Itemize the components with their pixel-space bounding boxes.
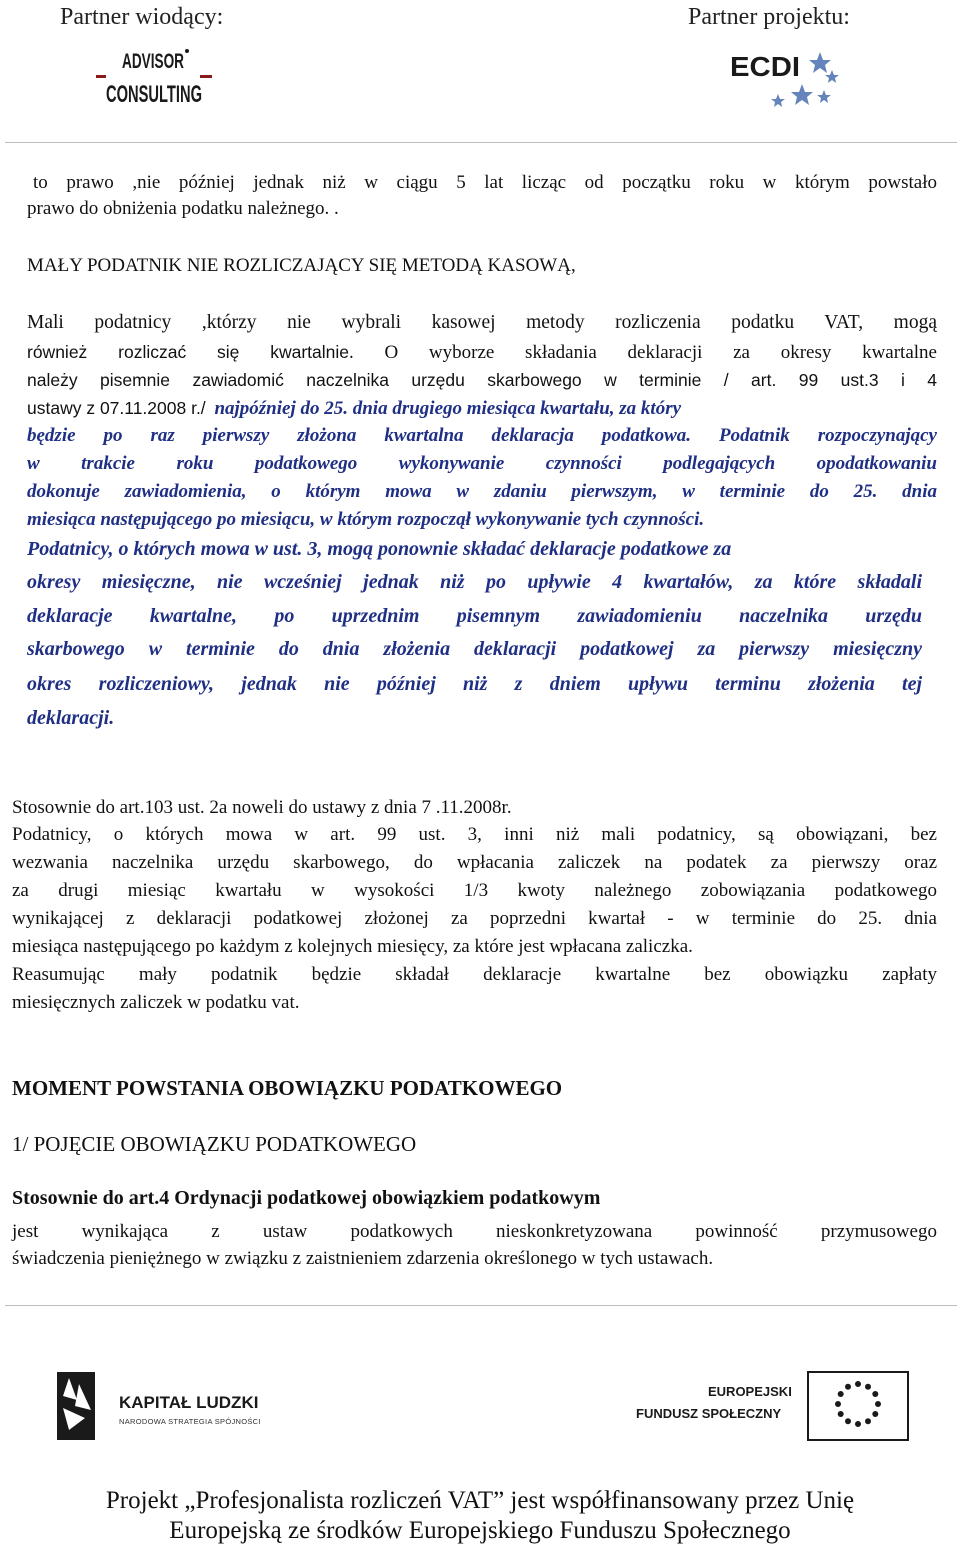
text-line: wynikającej z deklaracji podatkowej złożonej za poprzedni kwartał - w terminie do 25. dnia xyxy=(12,908,937,929)
blue-text-line: dokonuje zawiadomienia, o którym mowa w zdaniu pierwszym, w terminie do 25. dnia xyxy=(27,481,937,502)
kl-logo-title: KAPITAŁ LUDZKI xyxy=(119,1393,259,1412)
efs-logo-line2: FUNDUSZ SPOŁECZNY xyxy=(636,1406,782,1421)
kl-logo-subtitle: NARODOWA STRATEGIA SPÓJNOŚCI xyxy=(119,1417,261,1426)
section-subheading: 1/ POJĘCIE OBOWIĄZKU PODATKOWEGO xyxy=(12,1132,417,1156)
consulting-logo-text: CONSULTING xyxy=(106,81,202,108)
header-divider xyxy=(5,142,957,143)
text-line: za drugi miesiąc kwartału w wysokości 1/3 kwoty należnego zobowiązania podatkowego xyxy=(12,880,937,901)
section-title: MAŁY PODATNIK NIE ROZLICZAJĄCY SIĘ METODĄ KASOWĄ, xyxy=(27,255,576,276)
lead-partner-label: Partner wiodący: xyxy=(60,4,224,30)
blue-text-line: Podatnicy, o których mowa w ust. 3, mogą ponownie składać deklaracje podatkowe za xyxy=(27,538,732,560)
blue-text-line: deklaracji. xyxy=(27,707,115,729)
text-line: to prawo ,nie później jednak niż w ciągu 5 lat licząc od początku roku w którym powstało xyxy=(33,172,937,193)
text-span: . O wyborze składania deklaracji za okresy kwartalne xyxy=(349,342,937,363)
efs-logo-line1: EUROPEJSKI xyxy=(708,1384,792,1399)
ecdi-logo-text: ECDI xyxy=(730,51,800,82)
text-line: wezwania naczelnika urzędu skarbowego, do wpłacania zaliczek na podatek za pierwszy oraz xyxy=(12,852,937,873)
advisor-consulting-logo xyxy=(96,42,212,112)
text-line xyxy=(27,340,937,365)
text-line: należy pisemnie zawiadomić naczelnika urzędu skarbowego w terminie / art. 99 ust.3 i 4 xyxy=(27,370,937,390)
project-partner-label: Partner projektu: xyxy=(688,4,850,30)
text-span: najpóźniej do 25. dnia drugiego miesiąca kwartału, za który xyxy=(214,398,682,419)
footer-divider xyxy=(5,1305,957,1306)
bold-text-line: Stosownie do art.4 Ordynacji podatkowej obowiązkiem podatkowym xyxy=(12,1187,601,1209)
blue-text-line: okres rozliczeniowy, jednak nie później niż z dniem upływu terminu złożenia tej xyxy=(27,673,922,695)
kapital-ludzki-logo xyxy=(55,1370,295,1442)
text-line xyxy=(27,396,937,421)
text-line: prawo do obniżenia podatku należnego. . xyxy=(27,198,339,219)
blue-text-line: będzie po raz pierwszy złożona kwartalna deklaracja podatkowa. Podatnik rozpoczynający xyxy=(27,425,937,446)
blue-text-line: deklaracje kwartalne, po uprzednim pisemnym zawiadomieniu naczelnika urzędu xyxy=(27,605,922,627)
footer-line-1: Projekt „Profesjonalista rozliczeń VAT” jest współfinansowany przez Unię xyxy=(105,1487,855,1514)
blue-text-line: okresy miesięczne, nie wcześniej jednak niż po upływie 4 kwartałów, za które składali xyxy=(27,571,922,593)
text-line: miesiąca następującego po każdym z kolejnych miesięcy, za które jest wpłacana zaliczka. xyxy=(12,936,693,957)
text-span: ustawy z 07.11.2008 r./ xyxy=(27,398,206,418)
footer-line-2: Europejską ze środków Europejskiego Funduszu Społecznego xyxy=(169,1517,791,1544)
text-line: Reasumując mały podatnik będzie składał deklaracje kwartalne bez obowiązku zapłaty xyxy=(12,964,937,985)
advisor-logo-text: ADVISOR xyxy=(122,50,184,73)
section-heading: MOMENT POWSTANIA OBOWIĄZKU PODATKOWEGO xyxy=(12,1076,563,1100)
text-line: jest wynikająca z ustaw podatkowych nieskonkretyzowana powinność przymusowego xyxy=(12,1221,937,1242)
blue-text-line: miesiąca następującego po miesiącu, w którym rozpoczął wykonywanie tych czynności. xyxy=(27,509,705,530)
blue-text-line: w trakcie roku podatkowego wykonywanie czynności podlegających opodatkowaniu xyxy=(27,453,937,474)
text-line: Mali podatnicy ,którzy nie wybrali kasowej metody rozliczenia podatku VAT, mogą xyxy=(27,312,937,333)
text-line: Podatnicy, o których mowa w art. 99 ust. 3, inni niż mali podatnicy, są obowiązani, bez xyxy=(12,824,937,845)
text-line: Stosownie do art.103 ust. 2a noweli do ustawy z dnia 7 .11.2008r. xyxy=(12,797,512,818)
blue-text-line: skarbowego w terminie do dnia złożenia deklaracji podatkowej za pierwszy miesięczny xyxy=(27,638,922,660)
efs-logo xyxy=(636,1372,911,1442)
text-line: miesięcznych zaliczek w podatku vat. xyxy=(12,992,300,1013)
ecdi-logo xyxy=(728,42,848,114)
text-line: świadczenia pieniężnego w związku z zaistnieniem zdarzenia określonego w tych ustawach. xyxy=(12,1248,714,1269)
text-span: również rozliczać się kwartalnie xyxy=(27,342,350,362)
